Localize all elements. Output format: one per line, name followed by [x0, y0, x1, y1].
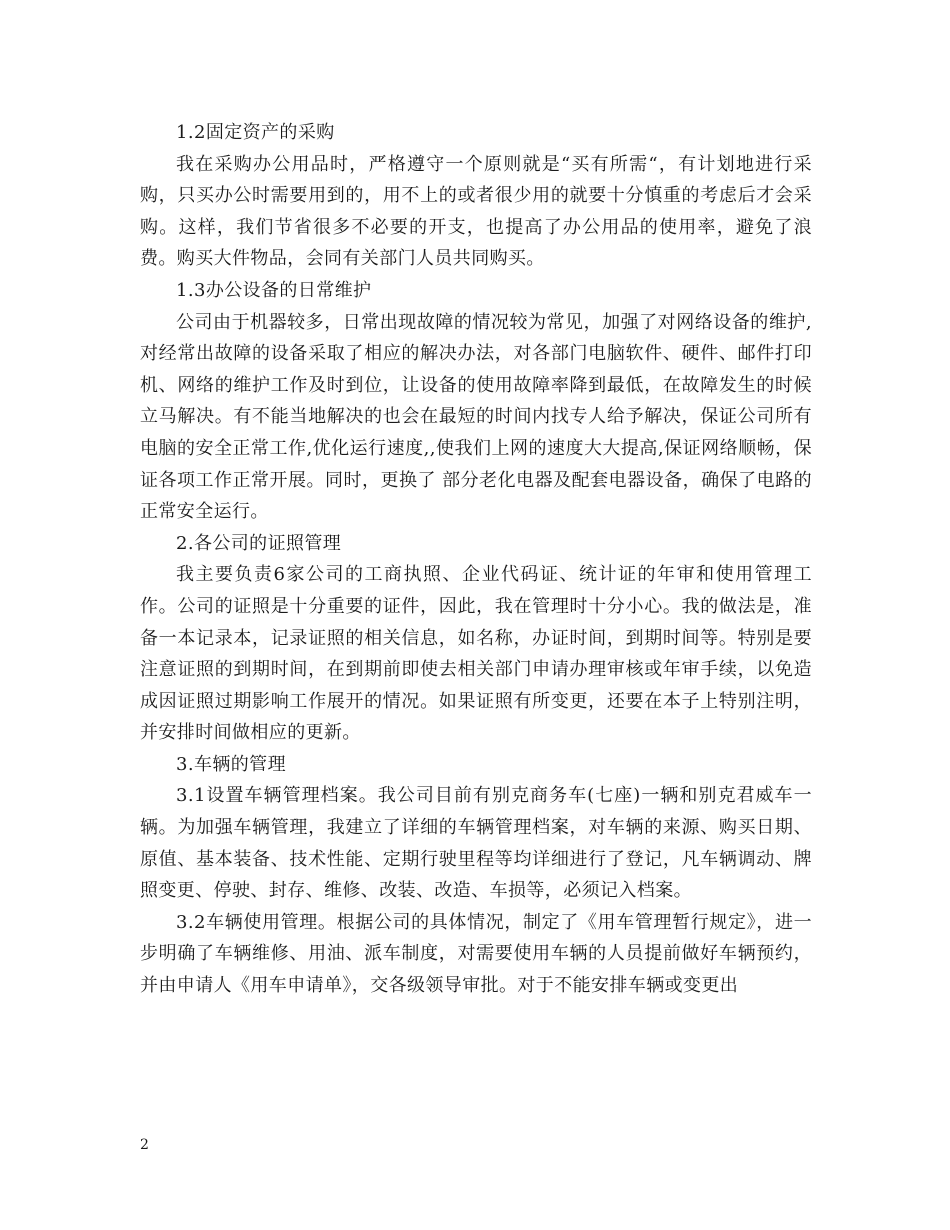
- paragraph-equipment-maintenance: 公司由于机器较多，日常出现故障的情况较为常见，加强了对网络设备的维护,对经常出故障的设备采取了相应的解决办法，对各部门电脑软件、硬件、邮件打印机、网络的维护工作及时到位，让设备的使用故障率降到最低，在故障发生的时候立马解决。有不能当地解决的也会在最短的时间内找专人给予解决，保证公司所有电脑的安全正常工作,优化运行速度,,使我们上网的速度大大提高,保证网络顺畅，保证各项工作正常开展。同时，更换了 部分老化电器及配套电器设备，确保了电路的正常安全运行。: [140, 311, 812, 523]
- section-heading-license-management: 2.各公司的证照管理: [176, 532, 342, 554]
- section-heading-fixed-asset-purchase: 1.2固定资产的采购: [176, 122, 335, 143]
- document-body: [140, 117, 812, 1002]
- paragraph-vehicle-archives: 3.1设置车辆管理档案。我公司目前有别克商务车(七座)一辆和别克君威车一辆。为加强车辆管理，我建立了详细的车辆管理档案，对车辆的来源、购买日期、原值、基本装备、技术性能、定期行驶里程等均详细进行了登记，凡车辆调动、牌照变更、停驶、封存、维修、改装、改造、车损等，必须记入档案。: [140, 785, 812, 902]
- section-heading-vehicle-management: 3.车辆的管理: [176, 753, 286, 775]
- paragraph-purchase-principle: 我在采购办公用品时，严格遵守一个原则就是“买有所需“，有计划地进行采购，只买办公时需要用到的，用不上的或者很少用的就要十分慎重的考虑后才会采购。这样，我们节省很多不必要的开支，也提高了办公用品的使用率，避免了浪费。购买大件物品，会同有关部门人员共同购买。: [140, 153, 812, 270]
- page-number: 2: [140, 1137, 149, 1153]
- paragraph-vehicle-usage: 3.2车辆使用管理。根据公司的具体情况，制定了《用车管理暂行规定》，进一步明确了车辆维修、用油、派车制度，对需要使用车辆的人员提前做好车辆预约，并由申请人《用车申请单》，交各级领导审批。对于不能安排车辆或变更出: [140, 911, 812, 997]
- section-heading-office-equipment-maintenance: 1.3办公设备的日常维护: [176, 279, 372, 301]
- paragraph-license-management: 我主要负责6家公司的工商执照、企业代码证、统计证的年审和使用管理工作。公司的证照是十分重要的证件，因此，我在管理时十分小心。我的做法是，准备一本记录本，记录证照的相关信息，如名称，办证时间，到期时间等。特别是要注意证照的到期时间，在到期前即使去相关部门申请办理审核或年审手续，以免造成因证照过期影响工作展开的情况。如果证照有所变更，还要在本子上特别注明，并安排时间做相应的更新。: [140, 564, 812, 744]
